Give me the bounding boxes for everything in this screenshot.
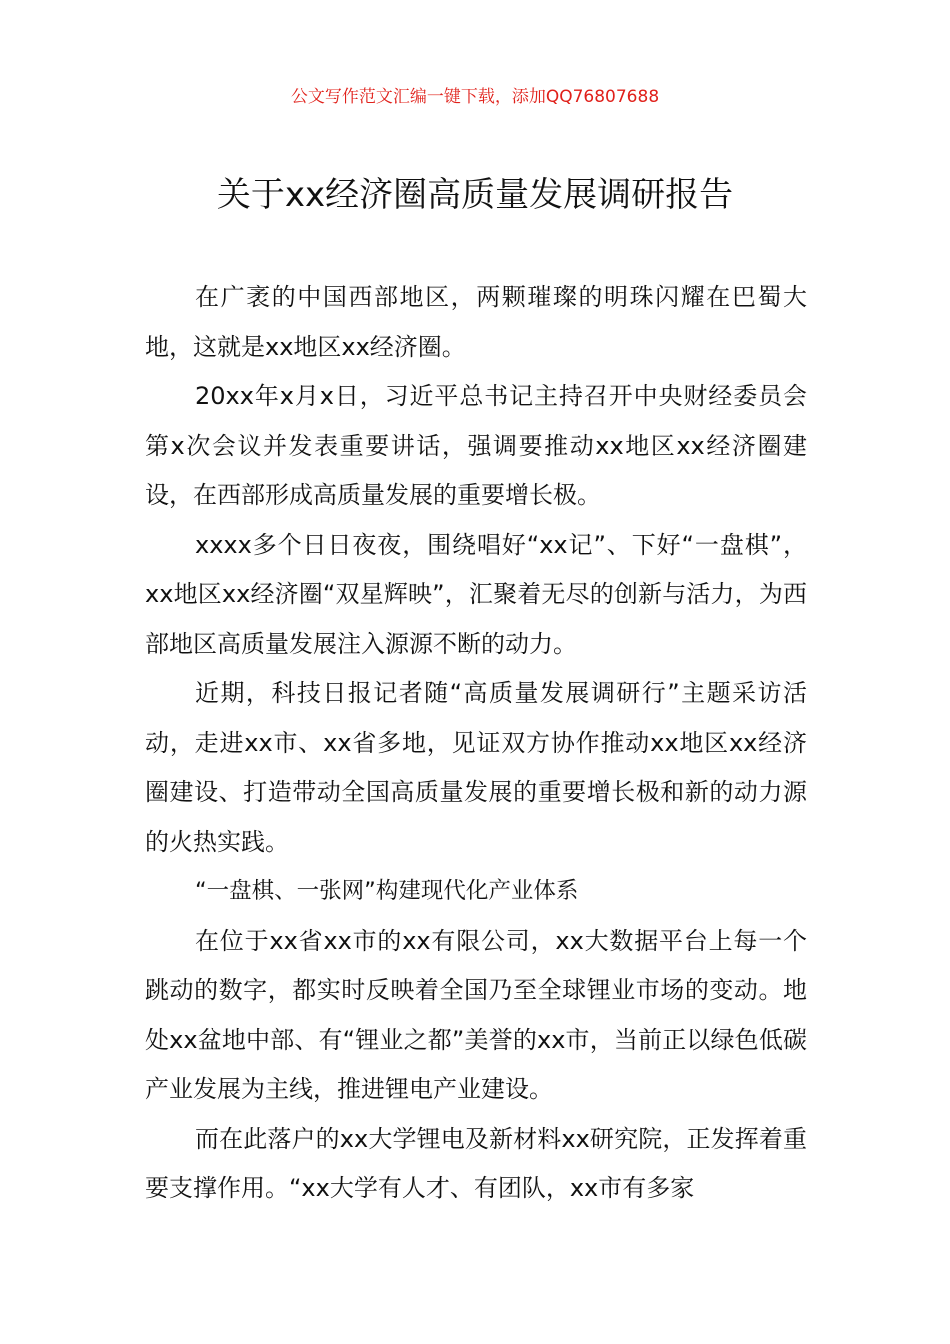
paragraph: 而在此落户的xx大学锂电及新材料xx研究院，正发挥着重要支撑作用。“xx大学有人才、有团队，xx市有多家	[145, 1124, 807, 1202]
paragraph: xxxx多个日日夜夜，围绕唱好“xx记”、下好“一盘棋”，xx地区xx经济圈“双星辉映”，汇聚着无尽的创新与活力，为西部地区高质量发展注入源源不断的动力。	[145, 530, 807, 658]
paragraph: 20xx年x月x日，习近平总书记主持召开中央财经委员会第x次会议并发表重要讲话，强调要推动xx地区xx经济圈建设，在西部形成高质量发展的重要增长极。	[145, 382, 807, 509]
paragraph: 近期，科技日报记者随“高质量发展调研行”主题采访活动，走进xx市、xx省多地，见证双方协作推动xx地区xx经济圈建设、打造带动全国高质量发展的重要增长极和新的动力源的火热实践。	[145, 679, 807, 856]
document-body	[145, 273, 807, 1214]
section-heading: “一盘棋、一张网”构建现代化产业体系	[195, 878, 579, 904]
paragraph: 在广袤的中国西部地区，两颗璀璨的明珠闪耀在巴蜀大地，这就是xx地区xx经济圈。	[145, 283, 807, 361]
paragraph: 在位于xx省xx市的xx有限公司，xx大数据平台上每一个跳动的数字，都实时反映着全国乃至全球锂业市场的变动。地处xx盆地中部、有“锂业之都”美誉的xx市，当前正以绿色低碳产业发展为主线，推进锂电产业建设。	[145, 926, 807, 1103]
download-banner-text: 公文写作范文汇编一键下载，添加QQ76807688	[290, 87, 660, 107]
document-title: 关于xx经济圈高质量发展调研报告	[216, 175, 734, 215]
